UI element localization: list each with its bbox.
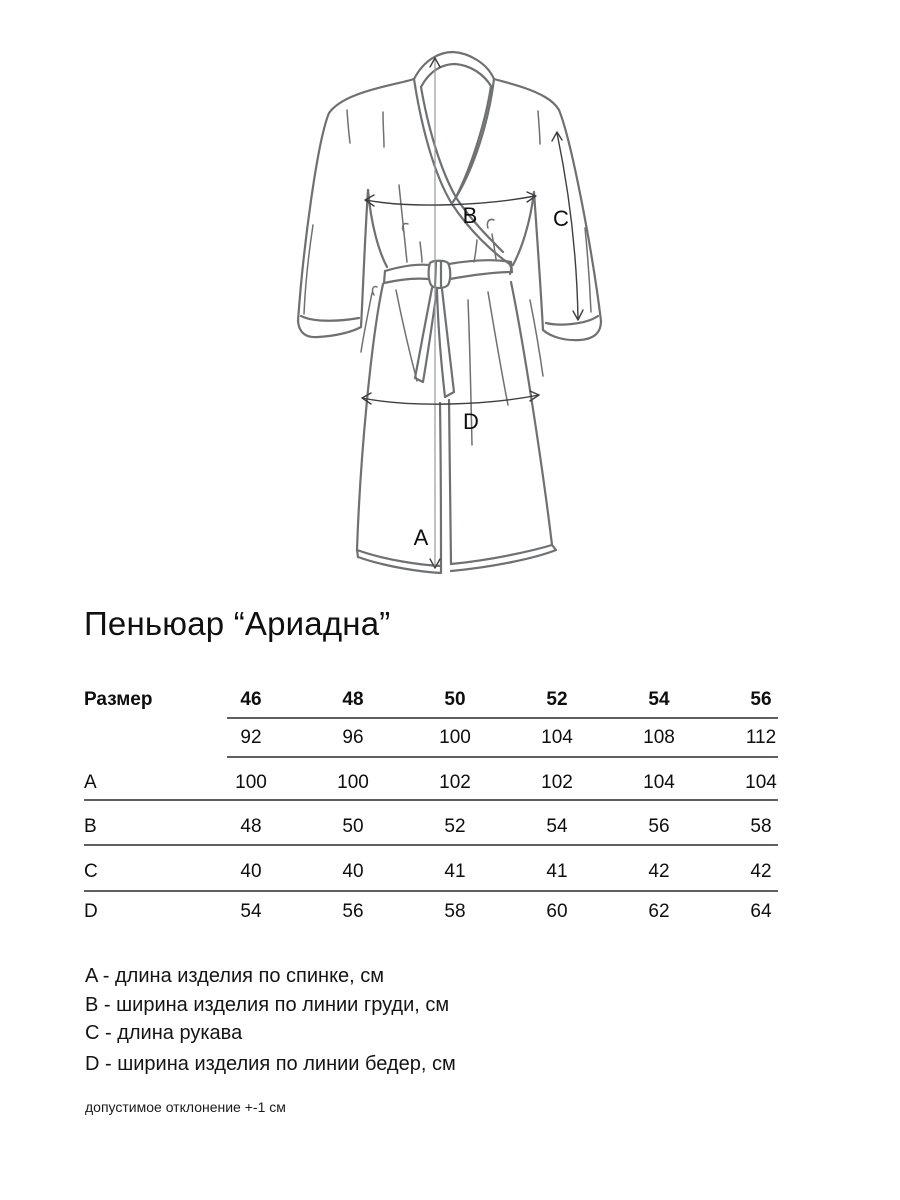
table-cell: 100 [337,772,369,793]
table-header-label: Размер [84,689,153,710]
table-cell: 64 [750,901,772,922]
table-row [84,817,812,837]
table-divider [84,890,778,892]
table-cell: 96 [342,727,364,748]
table-divider [227,756,778,758]
table-cell: 52 [444,816,466,837]
table-divider [84,799,778,801]
table-cell: 40 [240,861,262,882]
row-label: A [84,772,97,793]
table-cell: 58 [444,901,466,922]
tolerance-note: допустимое отклонение +-1 см [85,1099,286,1115]
table-row [84,862,812,882]
table-header-cell: 52 [546,689,568,710]
measure-line-d [362,395,539,404]
table-cell: 102 [541,772,573,793]
table-cell: 41 [444,861,466,882]
table-cell: 41 [546,861,568,882]
robe-outline [298,52,601,573]
legend-item: D - ширина изделия по линии бедер, см [85,1053,456,1075]
table-divider [84,844,778,846]
table-cell: 62 [648,901,670,922]
table-cell: 56 [342,901,364,922]
table-cell: 102 [439,772,471,793]
table-cell: 54 [546,816,568,837]
page-title: Пеньюар “Ариадна” [84,605,391,642]
table-header-row [84,690,812,710]
measure-label-b: B [462,203,478,228]
table-header-cell: 56 [750,689,772,710]
table-cell: 104 [745,772,777,793]
row-label [84,728,200,748]
table-divider [227,717,778,719]
table-cell: 92 [240,727,262,748]
measure-label-c: C [553,206,569,231]
measure-label-d: D [463,409,479,434]
row-label: D [84,901,98,922]
legend-item: C - длина рукава [85,1022,243,1044]
measure-label-a: A [413,525,429,550]
table-cell: 108 [643,727,675,748]
legend-item: B - ширина изделия по линии груди, см [85,994,450,1016]
table-cell: 60 [546,901,568,922]
measurement-lines [362,58,583,568]
table-cell: 112 [745,727,777,748]
table-header-cell: 46 [240,689,262,710]
table-row [84,902,812,922]
table-header-cell: 50 [444,689,466,710]
table-cell: 104 [541,727,573,748]
table-cell: 40 [342,861,364,882]
table-cell: 42 [648,861,670,882]
row-label: B [84,816,97,837]
table-cell: 56 [648,816,670,837]
table-header-cell: 48 [342,689,364,710]
arrow-up-icon [552,132,562,141]
table-cell: 48 [240,816,262,837]
table-header-cell: 54 [648,689,670,710]
legend-item: A - длина изделия по спинке, см [85,965,385,987]
table-row [84,728,812,748]
table-cell: 54 [240,901,262,922]
table-cell: 100 [235,772,267,793]
table-cell: 58 [750,816,772,837]
table-cell: 104 [643,772,675,793]
row-label: C [84,861,98,882]
table-cell: 50 [342,816,364,837]
table-row [84,773,812,793]
table-cell: 100 [439,727,471,748]
table-cell: 42 [750,861,772,882]
